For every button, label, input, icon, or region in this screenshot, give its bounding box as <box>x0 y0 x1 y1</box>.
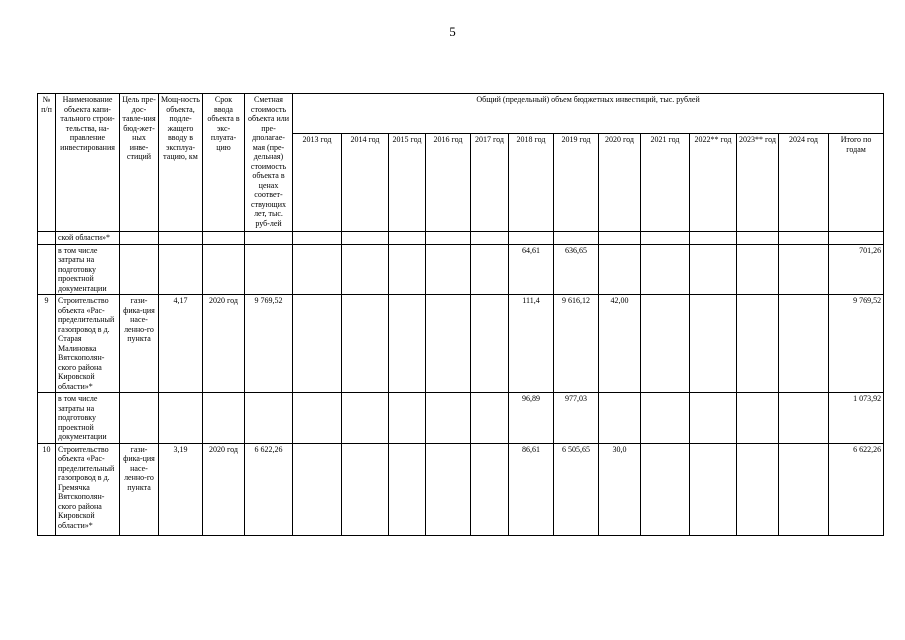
header-year: 2019 год <box>554 134 599 232</box>
cell-value <box>737 295 779 393</box>
cell-total: 9 769,52 <box>829 295 884 393</box>
table-row <box>38 443 884 535</box>
cell-value <box>471 393 509 444</box>
cell-value <box>293 295 342 393</box>
cell-capacity <box>159 393 203 444</box>
cell-value <box>641 393 690 444</box>
cell-value <box>779 244 829 295</box>
cell-total: 1 073,92 <box>829 393 884 444</box>
cell-num: 10 <box>38 443 56 535</box>
header-year: 2013 год <box>293 134 342 232</box>
table-row <box>38 393 884 444</box>
cell-value <box>779 393 829 444</box>
cell-goal <box>120 232 159 245</box>
cell-value <box>471 232 509 245</box>
cell-term: 2020 год <box>203 443 245 535</box>
header-year: 2017 год <box>471 134 509 232</box>
cell-goal: гази-фика-ция насе-ленно-го пункта <box>120 295 159 393</box>
cell-cost <box>245 244 293 295</box>
cell-value <box>737 232 779 245</box>
cell-name: в том числе затраты на подготовку проектной документации <box>56 244 120 295</box>
cell-value <box>599 244 641 295</box>
cell-value: 42,00 <box>599 295 641 393</box>
table-row <box>38 232 884 245</box>
cell-value <box>641 295 690 393</box>
cell-value <box>779 232 829 245</box>
cell-value <box>426 443 471 535</box>
page-number: 5 <box>449 24 456 39</box>
cell-num <box>38 244 56 295</box>
cell-value: 64,61 <box>509 244 554 295</box>
cell-total <box>829 232 884 245</box>
cell-cost: 6 622,26 <box>245 443 293 535</box>
header-year: 2014 год <box>342 134 389 232</box>
cell-goal: гази-фика-ция насе-ленно-го пункта <box>120 443 159 535</box>
cell-value <box>737 244 779 295</box>
cell-num: 9 <box>38 295 56 393</box>
cell-value: 6 505,65 <box>554 443 599 535</box>
cell-capacity <box>159 232 203 245</box>
cell-value <box>779 443 829 535</box>
header-year: 2023** год <box>737 134 779 232</box>
cell-value: 96,89 <box>509 393 554 444</box>
cell-value: 9 616,12 <box>554 295 599 393</box>
cell-value <box>389 393 426 444</box>
cell-value: 636,65 <box>554 244 599 295</box>
table-row <box>38 295 884 393</box>
cell-term <box>203 244 245 295</box>
cell-name: Строительство объекта «Рас-пределительный газопровод в д. Старая Малиновка Вятскополян-ского района Кировской области»* <box>56 295 120 393</box>
cell-term: 2020 год <box>203 295 245 393</box>
cell-value: 111,4 <box>509 295 554 393</box>
header-year: 2015 год <box>389 134 426 232</box>
header-year: 2024 год <box>779 134 829 232</box>
cell-value <box>471 295 509 393</box>
cell-value <box>641 232 690 245</box>
cell-value <box>389 232 426 245</box>
header-year: 2020 год <box>599 134 641 232</box>
cell-value: 30,0 <box>599 443 641 535</box>
cell-value <box>690 244 737 295</box>
cell-capacity: 3,19 <box>159 443 203 535</box>
cell-cost <box>245 232 293 245</box>
header-group: Общий (предельный) объем бюджетных инвестиций, тыс. рублей <box>293 94 884 134</box>
header-name: Наименование объекта капи-тального строи-тельства, на-правление инвестирования <box>56 94 120 232</box>
cell-num <box>38 232 56 245</box>
cell-value <box>641 443 690 535</box>
header-capacity: Мощ-ность объекта, подле-жащего вводу в эксплуа-тацию, км <box>159 94 203 232</box>
cell-value <box>293 443 342 535</box>
cell-goal <box>120 393 159 444</box>
header-year: 2018 год <box>509 134 554 232</box>
cell-name: ской области»* <box>56 232 120 245</box>
cell-value <box>471 244 509 295</box>
cell-term <box>203 232 245 245</box>
header-term: Срок ввода объекта в экс-плуата-цию <box>203 94 245 232</box>
cell-value <box>426 393 471 444</box>
cell-value <box>779 295 829 393</box>
investment-table <box>37 93 884 536</box>
cell-total: 701,26 <box>829 244 884 295</box>
cell-value <box>426 295 471 393</box>
header-year: 2016 год <box>426 134 471 232</box>
header-cost: Сметная стоимость объекта или пре-дполагае-мая (пре-дельная) стоимость объекта в ценах соответ-ствующих лет, тыс. руб-лей <box>245 94 293 232</box>
cell-value <box>509 232 554 245</box>
cell-num <box>38 393 56 444</box>
header-year: 2021 год <box>641 134 690 232</box>
cell-value <box>426 232 471 245</box>
cell-value <box>690 443 737 535</box>
cell-name: в том числе затраты на подготовку проектной документации <box>56 393 120 444</box>
header-total: Итого по годам <box>829 134 884 232</box>
cell-value <box>599 232 641 245</box>
cell-cost: 9 769,52 <box>245 295 293 393</box>
cell-value <box>293 393 342 444</box>
cell-value <box>389 244 426 295</box>
header-goal: Цель пре-дос-тавле-ния бюд-жет-ных инве-стиций <box>120 94 159 232</box>
cell-value <box>471 443 509 535</box>
cell-name: Строительство объекта «Рас-пределительный газопровод в д. Гремячка Вятскополян-ского района Кировской области»* <box>56 443 120 535</box>
cell-value <box>342 295 389 393</box>
cell-value <box>690 393 737 444</box>
cell-capacity <box>159 244 203 295</box>
table-row <box>38 244 884 295</box>
cell-value <box>293 232 342 245</box>
cell-value <box>737 393 779 444</box>
cell-value <box>389 443 426 535</box>
cell-value <box>342 393 389 444</box>
cell-value <box>599 393 641 444</box>
cell-goal <box>120 244 159 295</box>
cell-value <box>641 244 690 295</box>
cell-value: 977,03 <box>554 393 599 444</box>
cell-value <box>342 232 389 245</box>
header-num: № п/п <box>38 94 56 232</box>
cell-value <box>426 244 471 295</box>
cell-value <box>690 295 737 393</box>
cell-cost <box>245 393 293 444</box>
cell-term <box>203 393 245 444</box>
cell-total: 6 622,26 <box>829 443 884 535</box>
cell-value <box>554 232 599 245</box>
cell-value <box>737 443 779 535</box>
cell-value <box>342 244 389 295</box>
cell-capacity: 4,17 <box>159 295 203 393</box>
cell-value <box>342 443 389 535</box>
cell-value <box>389 295 426 393</box>
cell-value <box>690 232 737 245</box>
cell-value: 86,61 <box>509 443 554 535</box>
header-year: 2022** год <box>690 134 737 232</box>
cell-value <box>293 244 342 295</box>
